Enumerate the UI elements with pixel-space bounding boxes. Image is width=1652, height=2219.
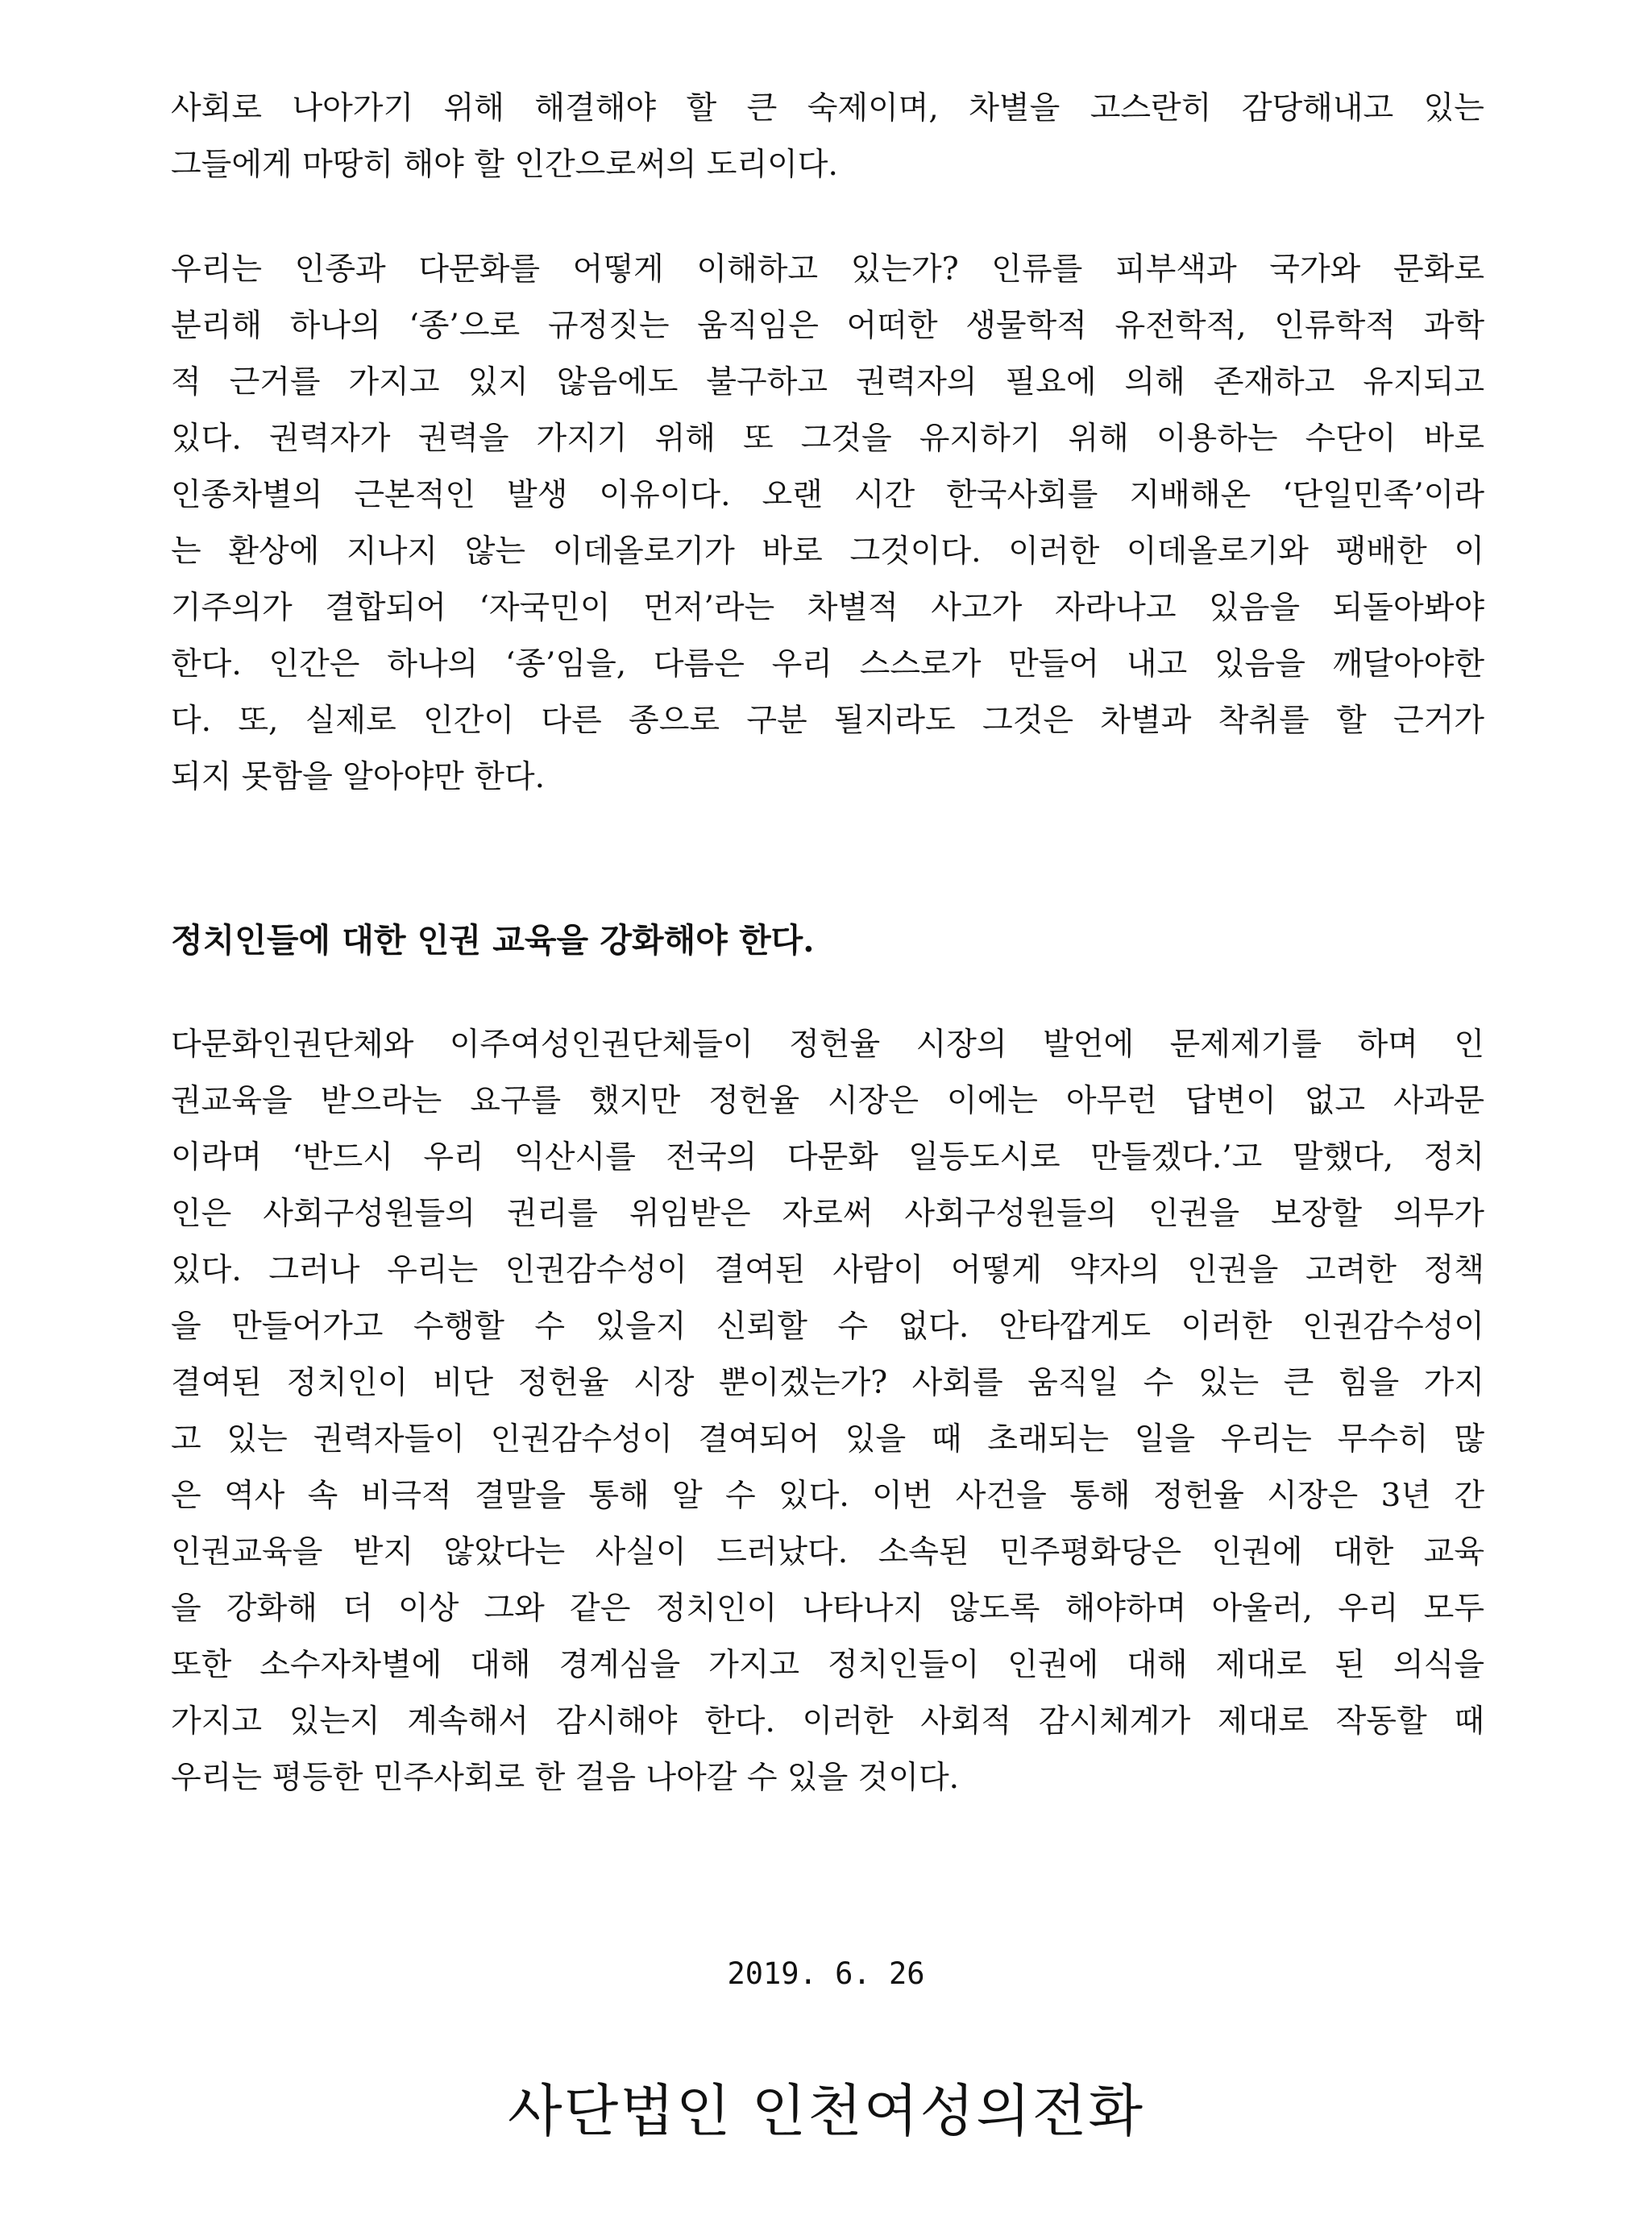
text-line: 그들에게 마땅히 해야 할 인간으로써의 도리이다.	[171, 147, 838, 183]
paragraph-race-multiculture	[171, 242, 1484, 806]
text-line: 가지고 있는지 계속해서 감시해야 한다. 이러한 사회적 감시체계가 제대로 작동할 때	[171, 1703, 1484, 1740]
text-line: 결여된 정치인이 비단 정헌율 시장 뿐이겠는가? 사회를 움직일 수 있는 큰 힘을 가지	[171, 1365, 1484, 1401]
text-line: 을 강화해 더 이상 그와 같은 정치인이 나타나지 않도록 해야하며 아울러, 우리 모두	[171, 1591, 1484, 1627]
text-line: 되지 못함을 알아야만 한다.	[171, 759, 546, 795]
text-line: 는 환상에 지나지 않는 이데올로기가 바로 그것이다. 이러한 이데올로기와 팽배한 이	[171, 533, 1484, 570]
text-line: 인종차별의 근본적인 발생 이유이다. 오랜 시간 한국사회를 지배해온 ‘단일민족’이라	[171, 477, 1484, 513]
text-line: 다문화인권단체와 이주여성인권단체들이 정헌율 시장의 발언에 문제제기를 하며 인	[171, 1027, 1484, 1063]
text-line: 고 있는 권력자들이 인권감수성이 결여되어 있을 때 초래되는 일을 우리는 무수히 많	[171, 1421, 1484, 1458]
text-line: 인은 사회구성원들의 권리를 위임받은 자로써 사회구성원들의 인권을 보장할 의무가	[171, 1196, 1484, 1232]
paragraph-intro-continuation	[171, 81, 1484, 193]
text-line: 사회로 나아가기 위해 해결해야 할 큰 숙제이며, 차별을 고스란히 감당해내고 있는	[171, 90, 1484, 127]
text-line: 다. 또, 실제로 인간이 다른 종으로 구분 될지라도 그것은 차별과 착취를 할 근거가	[171, 703, 1484, 739]
text-line: 우리는 인종과 다문화를 어떻게 이해하고 있는가? 인류를 피부색과 국가와 문화로	[171, 251, 1484, 288]
text-line: 한다. 인간은 하나의 ‘종’임을, 다름은 우리 스스로가 만들어 내고 있음을 깨달아야한	[171, 646, 1484, 682]
text-line: 을 만들어가고 수행할 수 있을지 신뢰할 수 없다. 안타깝게도 이러한 인권감수성이	[171, 1309, 1484, 1345]
paragraph-politician-education	[171, 1017, 1484, 1806]
text-line: 적 근거를 가지고 있지 않음에도 불구하고 권력자의 필요에 의해 존재하고 유지되고	[171, 364, 1484, 400]
text-line: 우리는 평등한 민주사회로 한 걸음 나아갈 수 있을 것이다.	[171, 1760, 960, 1796]
text-line: 기주의가 결합되어 ‘자국민이 먼저’라는 차별적 사고가 자라나고 있음을 되돌아봐야	[171, 590, 1484, 626]
text-line: 인권교육을 받지 않았다는 사실이 드러났다. 소속된 민주평화당은 인권에 대한 교육	[171, 1534, 1484, 1570]
text-line: 있다. 권력자가 권력을 가지기 위해 또 그것을 유지하기 위해 이용하는 수단이 바로	[171, 421, 1484, 457]
text-line: 은 역사 속 비극적 결말을 통해 알 수 있다. 이번 사건을 통해 정헌율 시장은 3년 간	[171, 1478, 1484, 1514]
section-heading: 정치인들에 대한 인권 교육을 강화해야 한다.	[171, 921, 815, 960]
document-date: 2019. 6. 26	[727, 1956, 925, 1991]
organization-name: 사단법인 인천여성의전화	[507, 2078, 1145, 2144]
text-line: 있다. 그러나 우리는 인권감수성이 결여된 사람이 어떻게 약자의 인권을 고려한 정책	[171, 1252, 1484, 1288]
text-line: 분리해 하나의 ‘종’으로 규정짓는 움직임은 어떠한 생물학적 유전학적, 인류학적 과학	[171, 308, 1484, 344]
text-line: 이라며 ‘반드시 우리 익산시를 전국의 다문화 일등도시로 만들겠다.’고 말했다, 정치	[171, 1139, 1484, 1176]
text-line: 권교육을 받으라는 요구를 했지만 정헌율 시장은 이에는 아무런 답변이 없고 사과문	[171, 1083, 1484, 1119]
text-line: 또한 소수자차별에 대해 경계심을 가지고 정치인들이 인권에 대해 제대로 된 의식을	[171, 1647, 1484, 1683]
